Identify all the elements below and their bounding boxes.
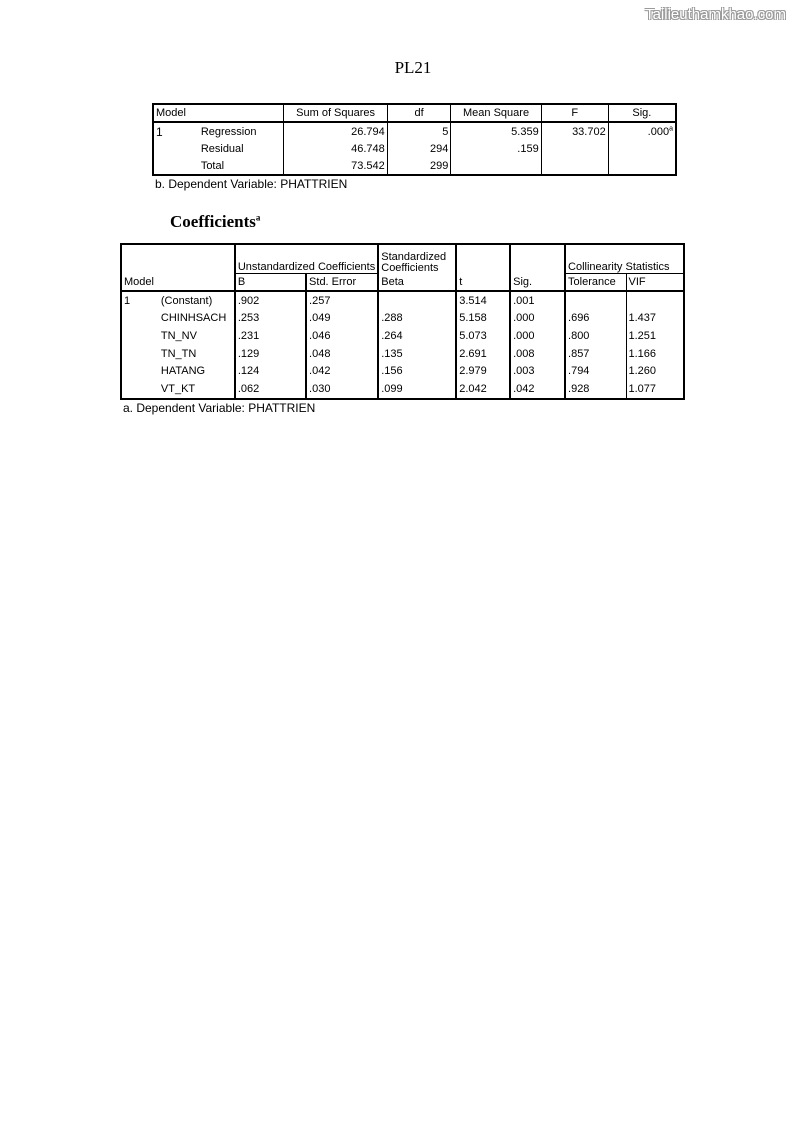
- coefficients-footnote: a. Dependent Variable: PHATTRIEN: [123, 401, 316, 415]
- coef-tolerance: [565, 291, 626, 310]
- table-row: [121, 327, 684, 345]
- anova-sig-cell: [608, 122, 676, 140]
- coefficients-table: [120, 243, 685, 400]
- coef-beta: [378, 291, 456, 310]
- table-row: [121, 345, 684, 363]
- coef-std-error: .046: [306, 327, 378, 345]
- anova-header-f: F: [541, 104, 608, 122]
- anova-sig: [608, 157, 676, 175]
- anova-mean-square: [451, 157, 541, 175]
- anova-sig-superscript: a: [669, 124, 673, 132]
- coef-std-error: .049: [306, 310, 378, 328]
- coef-t: 5.073: [456, 327, 510, 345]
- anova-row: [153, 157, 676, 175]
- coef-tolerance: .696: [565, 310, 626, 328]
- anova-footnote: b. Dependent Variable: PHATTRIEN: [155, 177, 348, 191]
- header-vif: VIF: [626, 274, 684, 292]
- coef-variable-name: HATANG: [160, 365, 206, 378]
- coef-sig: .000: [510, 310, 565, 328]
- coef-sig: .003: [510, 362, 565, 380]
- coef-tolerance: .928: [565, 380, 626, 399]
- coef-b: .253: [235, 310, 306, 328]
- coef-vif: 1.077: [626, 380, 684, 399]
- coefficients-header-row-1: [121, 244, 684, 274]
- coef-variable-name: TN_NV: [160, 329, 197, 342]
- coefficients-title: [170, 212, 260, 232]
- coef-vif: 1.251: [626, 327, 684, 345]
- anova-row-name: Residual: [200, 142, 244, 155]
- coef-model-number: 1: [124, 294, 131, 307]
- page-title: PL21: [394, 58, 432, 77]
- coef-b: .129: [235, 345, 306, 363]
- coef-t: 2.691: [456, 345, 510, 363]
- header-standardized-line-1: Standardized: [381, 250, 447, 263]
- coefficients-title-superscript: a: [255, 212, 261, 223]
- anova-mean-square: 5.359: [451, 122, 541, 140]
- coef-variable-name: CHINHSACH: [160, 312, 227, 325]
- coef-b: .902: [235, 291, 306, 310]
- coef-std-error: .257: [306, 291, 378, 310]
- anova-model-number: 1: [156, 124, 163, 139]
- coef-vif: 1.260: [626, 362, 684, 380]
- coef-vif: 1.437: [626, 310, 684, 328]
- anova-header-model: Model: [153, 104, 284, 122]
- anova-f: [541, 157, 608, 175]
- anova-row: [153, 122, 676, 140]
- anova-sum-of-squares: 26.794: [284, 122, 387, 140]
- anova-f: 33.702: [541, 122, 608, 140]
- anova-sig: .000: [647, 125, 670, 138]
- anova-sum-of-squares: 46.748: [284, 140, 387, 157]
- coefficients-header-row-2: [121, 274, 684, 292]
- coef-std-error: .048: [306, 345, 378, 363]
- anova-df: 5: [387, 122, 451, 140]
- anova-header-mean-square: Mean Square: [451, 104, 541, 122]
- coef-t: 5.158: [456, 310, 510, 328]
- coef-tolerance: .857: [565, 345, 626, 363]
- anova-row: [153, 140, 676, 157]
- coef-beta: .156: [378, 362, 456, 380]
- anova-df: 294: [387, 140, 451, 157]
- anova-row-name: Total: [200, 159, 225, 172]
- coef-tolerance: .800: [565, 327, 626, 345]
- coef-t: 2.979: [456, 362, 510, 380]
- anova-mean-square: .159: [451, 140, 541, 157]
- table-row: [121, 310, 684, 328]
- header-model: Model: [121, 274, 235, 292]
- header-standardized-line-2: Coefficients: [381, 261, 439, 274]
- anova-sum-of-squares: 73.542: [284, 157, 387, 175]
- header-collinearity-statistics: Collinearity Statistics: [565, 244, 684, 274]
- coef-b: .231: [235, 327, 306, 345]
- anova-f: [541, 140, 608, 157]
- coef-sig: .001: [510, 291, 565, 310]
- header-b: B: [235, 274, 306, 292]
- header-t: t: [456, 274, 510, 292]
- anova-df: 299: [387, 157, 451, 175]
- anova-header-sig: Sig.: [608, 104, 676, 122]
- coef-b: .124: [235, 362, 306, 380]
- coef-tolerance: .794: [565, 362, 626, 380]
- header-tolerance: Tolerance: [565, 274, 626, 292]
- coef-std-error: .042: [306, 362, 378, 380]
- coef-b: .062: [235, 380, 306, 399]
- anova-sig: [608, 140, 676, 157]
- watermark: Tailieuthamkhao.com: [645, 6, 786, 23]
- anova-header-sum-of-squares: Sum of Squares: [284, 104, 387, 122]
- anova-header-row: [153, 104, 676, 122]
- table-row: [121, 380, 684, 399]
- table-row: [121, 362, 684, 380]
- coef-sig: .000: [510, 327, 565, 345]
- coef-variable-name: (Constant): [160, 294, 213, 307]
- coef-t: 3.514: [456, 291, 510, 310]
- coef-sig: .042: [510, 380, 565, 399]
- coef-t: 2.042: [456, 380, 510, 399]
- coef-beta: .288: [378, 310, 456, 328]
- coef-vif: [626, 291, 684, 310]
- coef-beta: .264: [378, 327, 456, 345]
- coef-vif: 1.166: [626, 345, 684, 363]
- coef-sig: .008: [510, 345, 565, 363]
- header-beta: Beta: [378, 274, 456, 292]
- coef-variable-name: TN_TN: [160, 347, 197, 360]
- coef-variable-name: VT_KT: [160, 382, 196, 395]
- header-unstandardized-coefficients: Unstandardized Coefficients: [235, 244, 378, 274]
- header-sig: Sig.: [510, 274, 565, 292]
- anova-table: [152, 103, 677, 176]
- coef-std-error: .030: [306, 380, 378, 399]
- header-standardized-coefficients: [378, 244, 456, 274]
- coefficients-title-text: Coefficients: [170, 212, 256, 231]
- anova-row-name: Regression: [200, 125, 257, 138]
- header-std-error: Std. Error: [306, 274, 378, 292]
- anova-header-df: df: [387, 104, 451, 122]
- table-row: [121, 291, 684, 310]
- coef-beta: .135: [378, 345, 456, 363]
- coef-beta: .099: [378, 380, 456, 399]
